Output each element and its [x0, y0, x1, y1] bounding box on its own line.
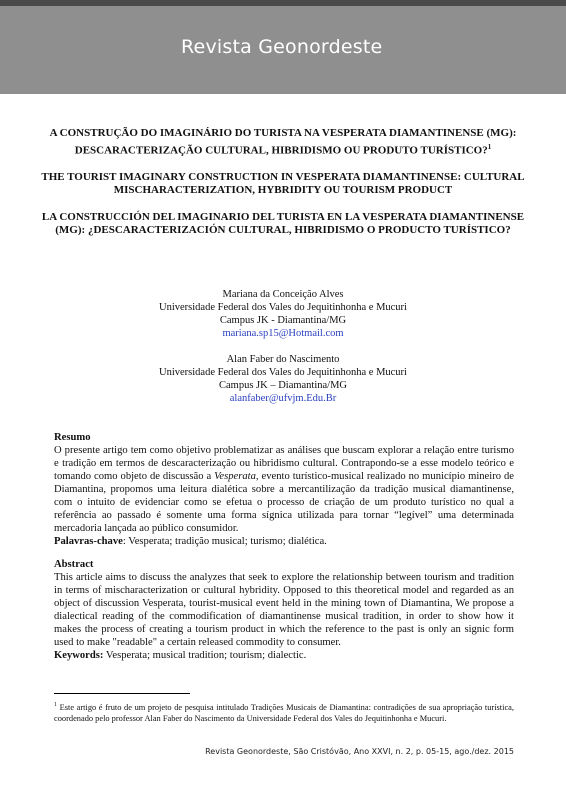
- title-spanish: LA CONSTRUCCIÓN DEL IMAGINARIO DEL TURISTA EN LA VESPERATA DIAMANTINENSE (MG): ¿DESCARACTERIZACIÓN CULTURAL, HIBRIDISMO O PRODUCTO TURÍSTICO?: [41, 210, 525, 237]
- keywords-text: Vesperata; musical tradition; tourism; dialectic.: [103, 650, 307, 661]
- author-campus: Campus JK - Diamantina/MG: [219, 315, 347, 326]
- journal-header: [0, 0, 566, 94]
- title-english: THE TOURIST IMAGINARY CONSTRUCTION IN VESPERATA DIAMANTINENSE: CULTURAL MISCHARACTERIZATION, HYBRIDITY OU TOURISM PRODUCT: [41, 170, 525, 197]
- footnote: [54, 700, 514, 724]
- abstract-section: [54, 558, 514, 662]
- title-footnote-marker[interactable]: 1: [487, 142, 492, 151]
- footnote-text: Este artigo é fruto de um projeto de pesquisa intitulado Tradições Musicais de Diamantina: contradições de sua apropriação turística, coordenado pelo professor Alan Faber do Nascimento da Universidade Federal dos Vales do Jequitinhonha e Mucuri.: [54, 702, 514, 723]
- author-name: Alan Faber do Nascimento: [226, 354, 340, 365]
- abstract-heading: Abstract: [54, 559, 94, 570]
- keywords: [54, 649, 514, 662]
- palavras-chave-label: Palavras-chave: [54, 536, 123, 547]
- article-titles: [40, 127, 526, 251]
- author-campus: Campus JK – Diamantina/MG: [218, 380, 348, 391]
- title-pt-text: A CONSTRUÇÃO DO IMAGINÁRIO DO TURISTA NA VESPERATA DIAMANTINENSE (MG): DESCARACTERIZAÇÃO CULTURAL, HIBRIDISMO OU PRODUTO TURÍSTICO?: [49, 127, 517, 157]
- resumo-section: [54, 431, 514, 548]
- palavras-chave: [54, 535, 514, 548]
- title-portuguese: [40, 127, 526, 158]
- resumo-text-b: , evento turístico-musical realizado no município mineiro de Diamantina, propomos uma leitura dialética sobre a mercantilização da tradição musical diamantinense, com o intuito de evidenciar como se efetua o processo de criação de um produto turístico no qual a referência ao passado é somente uma forma sígnica utilizada para tornar “legível” uma determinada mercadoria lançada ao público consumidor.: [54, 471, 514, 534]
- journal-title: Revista Geonordeste: [181, 36, 383, 58]
- footnote-number: 1: [54, 702, 57, 708]
- author-1: [40, 288, 526, 340]
- header-top-bar: [0, 0, 566, 6]
- footnote-divider: [54, 693, 190, 694]
- author-affiliation: Universidade Federal dos Vales do Jequitinhonha e Mucuri: [159, 367, 407, 378]
- author-2: [40, 353, 526, 405]
- abstract-text: This article aims to discuss the analyzes that seek to explore the relationship between tourism and tradition in terms of mischaracterization or cultural hybridity. Opposed to this theoretical model and regarded as an object of discussion Vesperata, tourist-musical event held in the mining town of Diamantina, We propose a dialectical reading of the commodification of diamantinense musical tradition, in order to show how it makes the process of creating a tourism product in which the reference to the past is only an signic form used to make "readable" a certain released commodity to consumer.: [54, 572, 514, 648]
- palavras-chave-text: : Vesperata; tradição musical; turismo; dialética.: [122, 536, 327, 547]
- page-footer: Revista Geonordeste, São Cristóvão, Ano XXVI, n. 2, p. 05-15, ago./dez. 2015: [205, 747, 514, 756]
- resumo-text-emphasis: Vesperata: [214, 471, 256, 482]
- resumo-heading: Resumo: [54, 432, 91, 443]
- author-email-link[interactable]: alanfaber@ufvjm.Edu.Br: [229, 393, 337, 404]
- resumo-text: [54, 444, 514, 535]
- author-name: Mariana da Conceição Alves: [222, 289, 344, 300]
- author-affiliation: Universidade Federal dos Vales do Jequitinhonha e Mucuri: [159, 302, 407, 313]
- resumo-text-a: O presente artigo tem como objetivo problematizar as análises que buscam explorar a relação entre turismo e tradição em termos de descaracterização ou hibridismo cultural. Contrapondo-se a esse modelo teórico e tomando como objeto de discussão a: [54, 445, 514, 482]
- author-block: [40, 288, 526, 418]
- keywords-label: Keywords:: [54, 650, 104, 661]
- author-email-link[interactable]: mariana.sp15@Hotmail.com: [222, 328, 344, 339]
